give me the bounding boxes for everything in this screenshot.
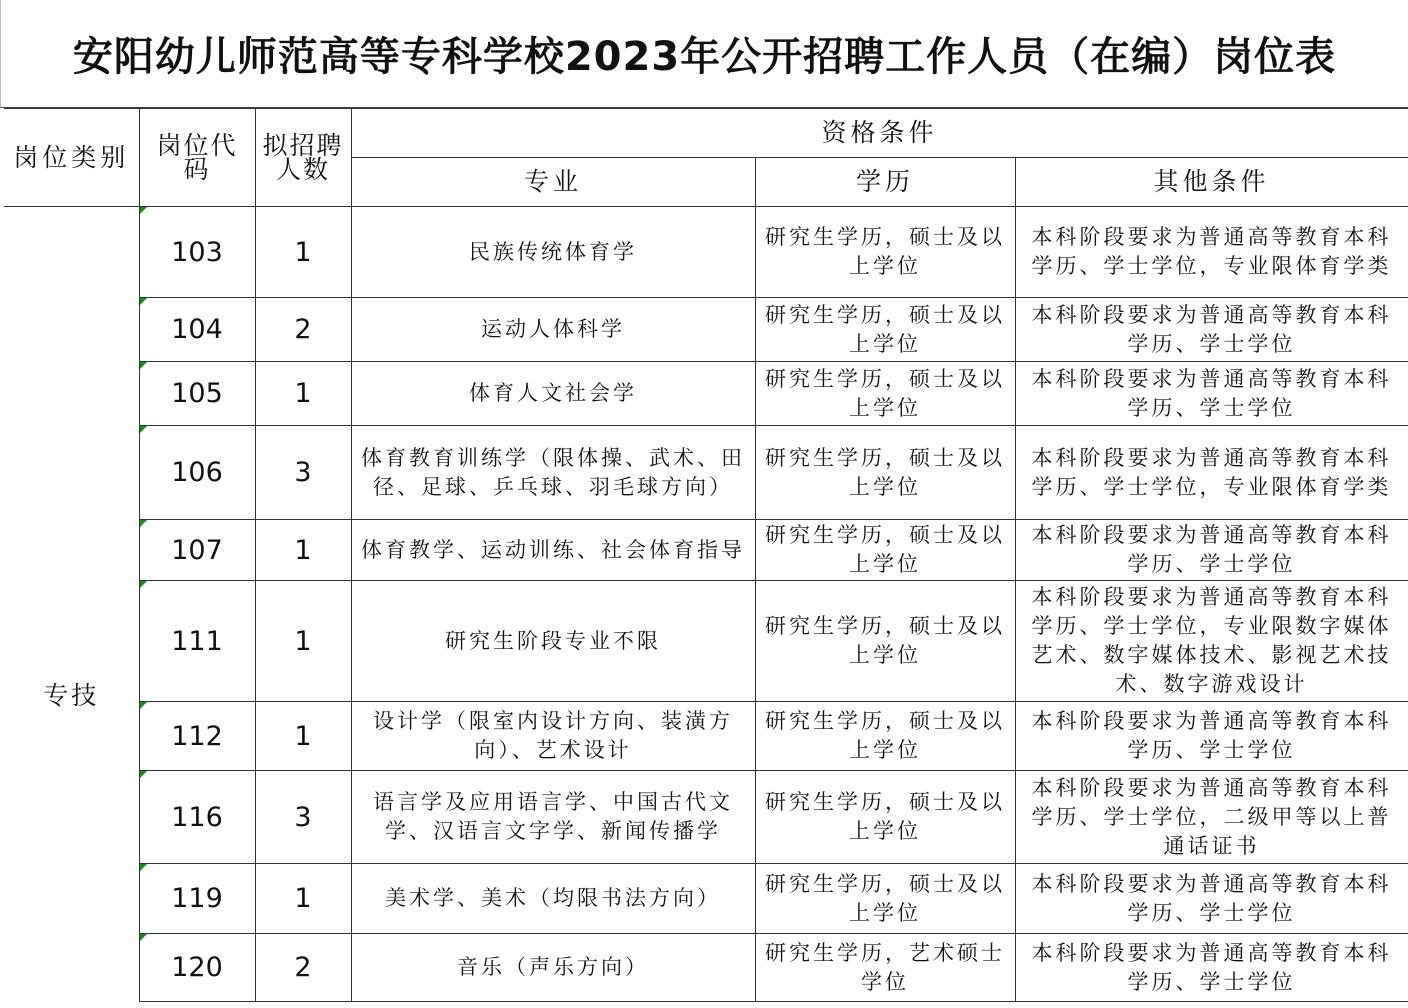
education-cell: 研究生学历，硕士及以上学位 (755, 298, 1015, 362)
major-cell: 音乐（声乐方向） (351, 934, 755, 1002)
education-cell: 研究生学历，艺术硕士学位 (755, 934, 1015, 1002)
count-cell: 1 (255, 702, 351, 771)
header-count: 拟招聘人数 (255, 109, 351, 207)
major-cell: 运动人体科学 (351, 298, 755, 362)
code-cell: 112 (139, 702, 255, 771)
cell-marker-icon (140, 520, 147, 527)
cell-marker-icon (140, 362, 147, 369)
cell-marker-icon (140, 934, 147, 941)
table-row (4, 581, 1408, 702)
count-cell: 1 (255, 207, 351, 298)
table-row (4, 520, 1408, 581)
other-cell: 本科阶段要求为普通高等教育本科学历、学士学位 (1015, 362, 1408, 426)
cell-marker-icon (140, 207, 147, 214)
other-cell: 本科阶段要求为普通高等教育本科学历、学士学位，专业限体育学类 (1015, 426, 1408, 520)
header-other: 其他条件 (1015, 158, 1408, 207)
table-row (4, 864, 1408, 934)
table-row (4, 934, 1408, 1002)
count-cell: 1 (255, 581, 351, 702)
major-cell: 设计学（限室内设计方向、装潢方向）、艺术设计 (351, 702, 755, 771)
education-cell: 研究生学历，硕士及以上学位 (755, 581, 1015, 702)
major-cell: 体育教育训练学（限体操、武术、田径、足球、乒乓球、羽毛球方向） (351, 426, 755, 520)
header-qualification: 资格条件 (351, 109, 1408, 158)
cell-marker-icon (140, 298, 147, 305)
cell-marker-icon (140, 426, 147, 433)
education-cell: 研究生学历，硕士及以上学位 (755, 520, 1015, 581)
position-table (4, 108, 1408, 1002)
code-cell: 119 (139, 864, 255, 934)
header-education: 学历 (755, 158, 1015, 207)
other-cell: 本科阶段要求为普通高等教育本科学历、学士学位 (1015, 520, 1408, 581)
major-cell: 语言学及应用语言学、中国古代文学、汉语言文字学、新闻传播学 (351, 771, 755, 864)
cell-marker-icon (140, 771, 147, 778)
code-cell: 111 (139, 581, 255, 702)
code-cell: 105 (139, 362, 255, 426)
education-cell: 研究生学历，硕士及以上学位 (755, 362, 1015, 426)
code-cell: 106 (139, 426, 255, 520)
table-row (4, 771, 1408, 864)
cell-marker-icon (140, 864, 147, 871)
other-cell: 本科阶段要求为普通高等教育本科学历、学士学位，专业限数字媒体艺术、数字媒体技术、影视艺术技术、数字游戏设计 (1015, 581, 1408, 702)
count-cell: 2 (255, 298, 351, 362)
count-cell: 3 (255, 426, 351, 520)
education-cell: 研究生学历，硕士及以上学位 (755, 771, 1015, 864)
other-cell: 本科阶段要求为普通高等教育本科学历、学士学位，二级甲等以上普通话证书 (1015, 771, 1408, 864)
count-cell: 1 (255, 362, 351, 426)
major-cell: 研究生阶段专业不限 (351, 581, 755, 702)
header-category: 岗位类别 (4, 109, 139, 207)
major-cell: 体育人文社会学 (351, 362, 755, 426)
education-cell: 研究生学历，硕士及以上学位 (755, 702, 1015, 771)
other-cell: 本科阶段要求为普通高等教育本科学历、学士学位 (1015, 934, 1408, 1002)
cell-marker-icon (140, 581, 147, 588)
table-row (4, 362, 1408, 426)
major-cell: 体育教学、运动训练、社会体育指导 (351, 520, 755, 581)
other-cell: 本科阶段要求为普通高等教育本科学历、学士学位 (1015, 864, 1408, 934)
count-cell: 1 (255, 520, 351, 581)
cell-marker-icon (140, 702, 147, 709)
table-row (4, 702, 1408, 771)
education-cell: 研究生学历，硕士及以上学位 (755, 426, 1015, 520)
other-cell: 本科阶段要求为普通高等教育本科学历、学士学位 (1015, 702, 1408, 771)
table-row (4, 298, 1408, 362)
category-cell: 专技 (4, 207, 139, 1002)
header-code: 岗位代码 (139, 109, 255, 207)
education-cell: 研究生学历，硕士及以上学位 (755, 207, 1015, 298)
education-cell: 研究生学历，硕士及以上学位 (755, 864, 1015, 934)
code-cell: 103 (139, 207, 255, 298)
code-cell: 120 (139, 934, 255, 1002)
count-cell: 1 (255, 864, 351, 934)
page-title: 安阳幼儿师范高等专科学校2023年公开招聘工作人员（在编）岗位表 (72, 34, 1337, 80)
title-bar (0, 0, 1408, 108)
other-cell: 本科阶段要求为普通高等教育本科学历、学士学位 (1015, 298, 1408, 362)
major-cell: 民族传统体育学 (351, 207, 755, 298)
code-cell: 104 (139, 298, 255, 362)
header-major: 专业 (351, 158, 755, 207)
count-cell: 3 (255, 771, 351, 864)
other-cell: 本科阶段要求为普通高等教育本科学历、学士学位，专业限体育学类 (1015, 207, 1408, 298)
count-cell: 2 (255, 934, 351, 1002)
code-cell: 107 (139, 520, 255, 581)
table-row (4, 426, 1408, 520)
code-cell: 116 (139, 771, 255, 864)
major-cell: 美术学、美术（均限书法方向） (351, 864, 755, 934)
table-row (4, 207, 1408, 298)
